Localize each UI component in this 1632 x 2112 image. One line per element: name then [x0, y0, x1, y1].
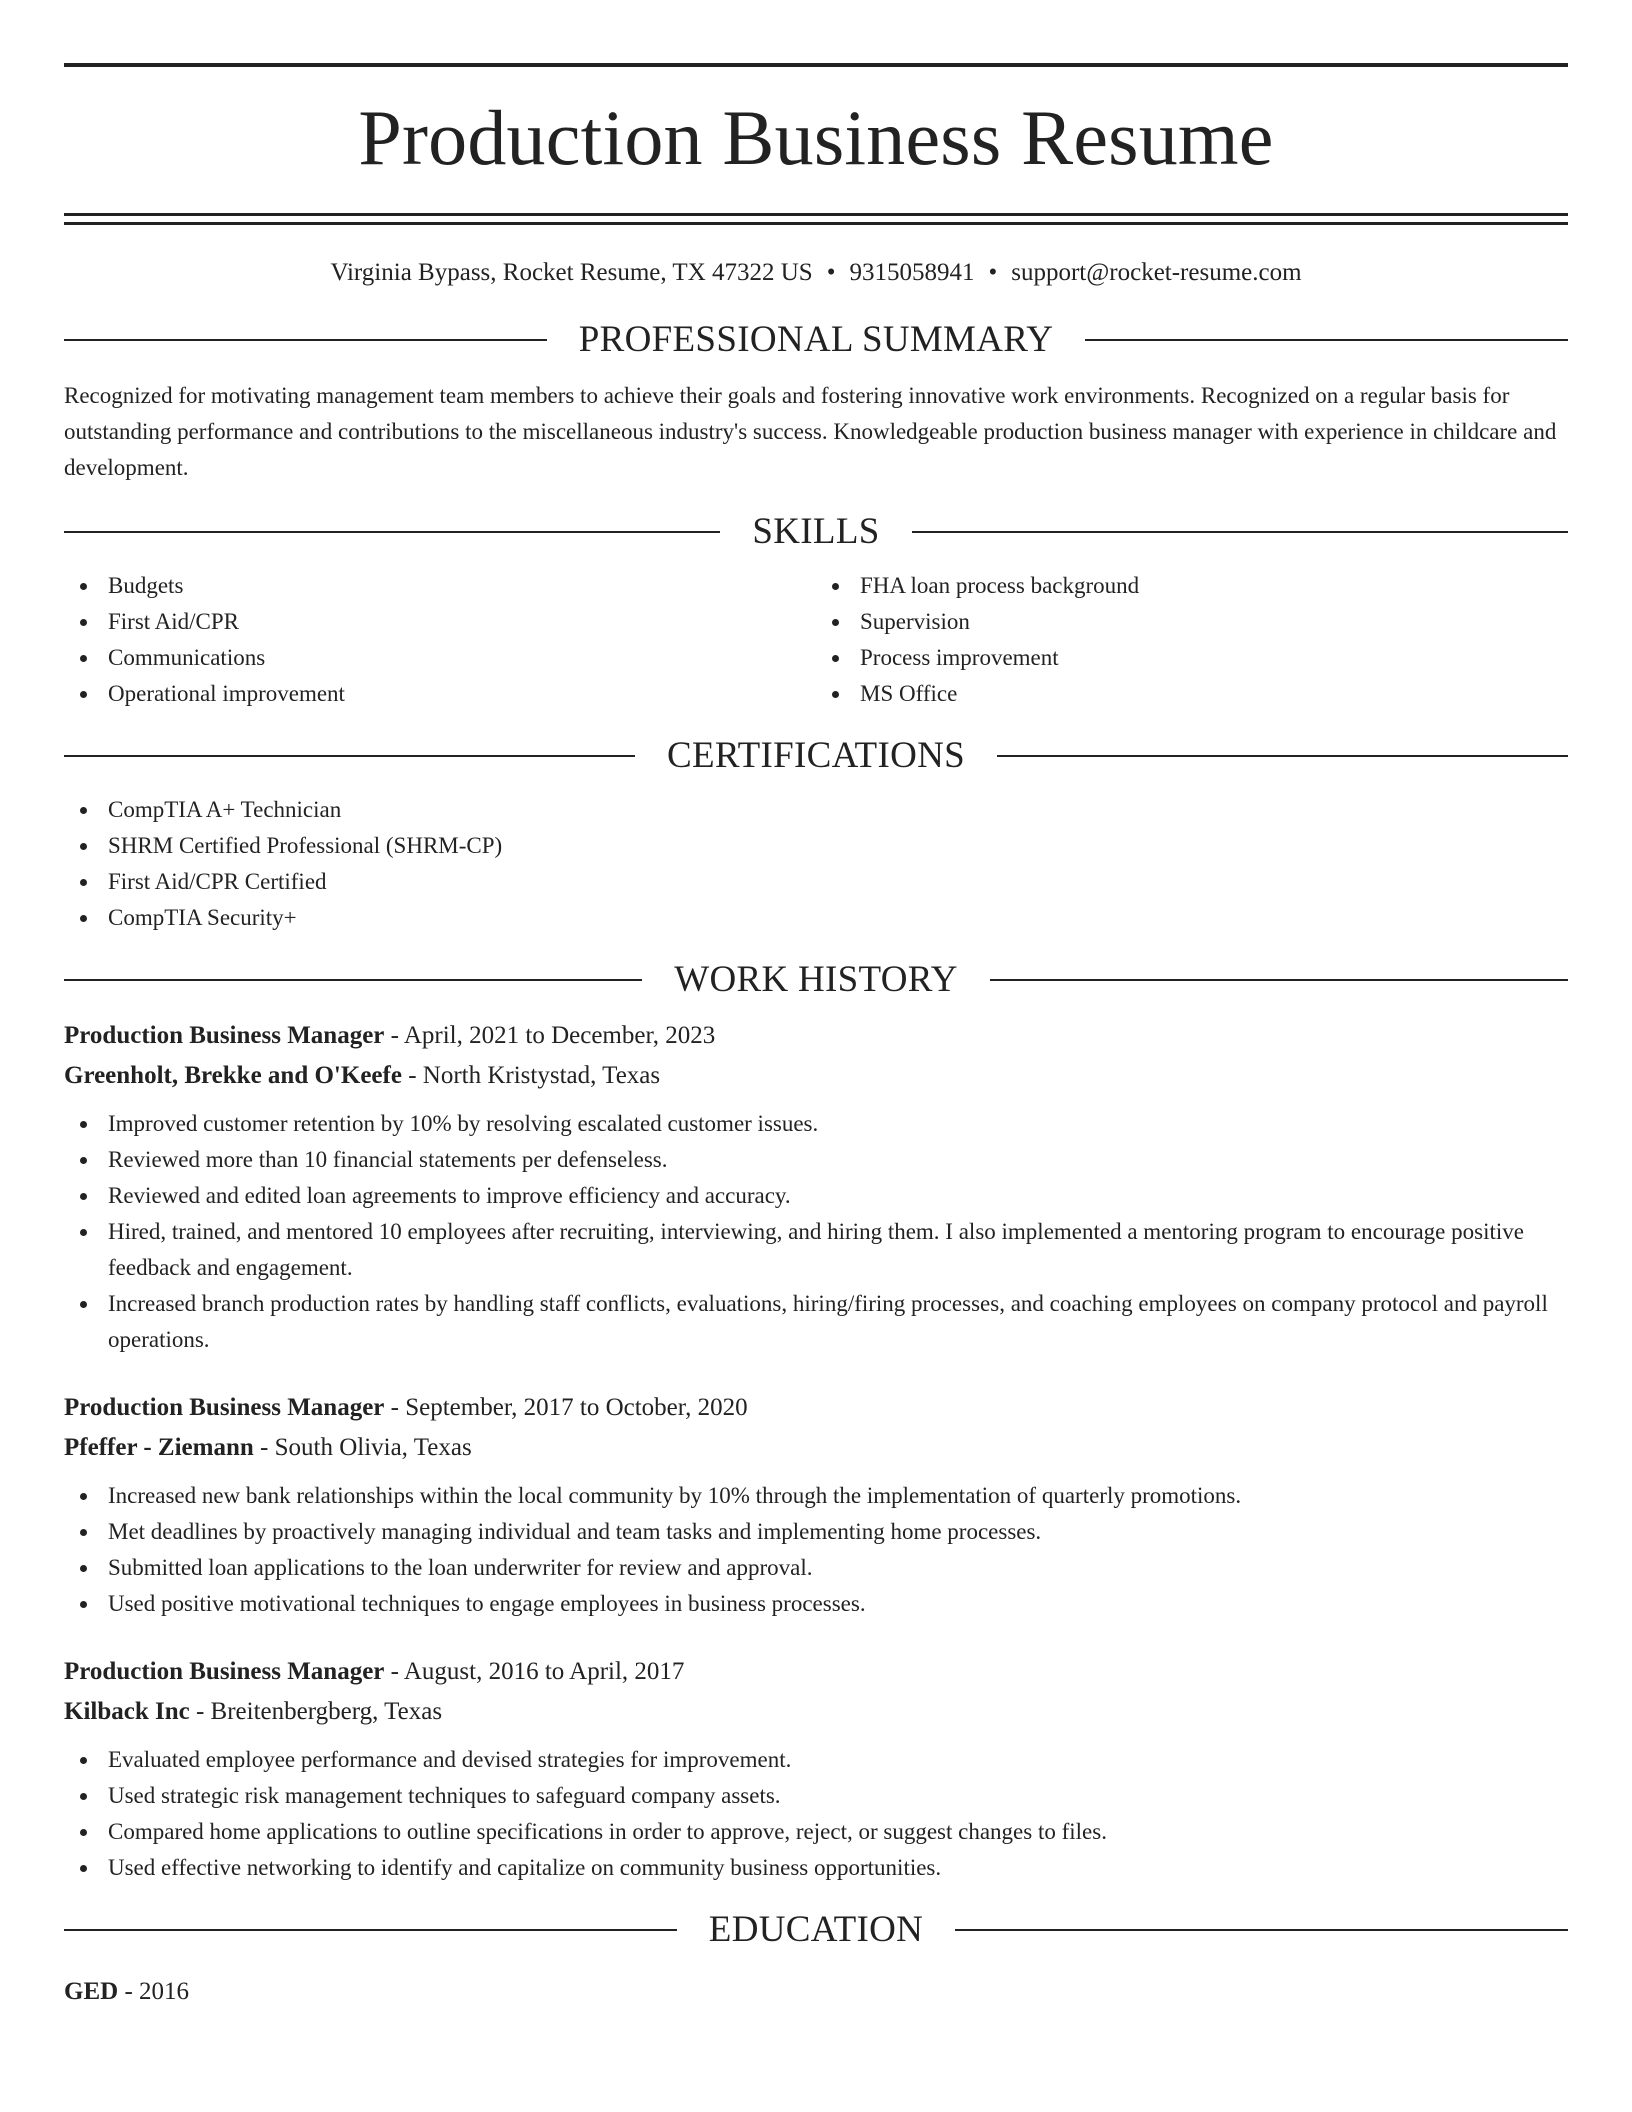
contact-email: support@rocket-resume.com: [1011, 259, 1302, 286]
job-location: - South Olivia, Texas: [253, 1434, 472, 1461]
job-bullet: Hired, trained, and mentored 10 employees after recruiting, interviewing, and hiring them. I also implemented a mentoring program to encourage positive feedback and engagement.: [64, 1214, 1568, 1286]
job-bullet: Compared home applications to outline specifications in order to approve, reject, or suggest changes to files.: [64, 1814, 1568, 1850]
job-company: Pfeffer - Ziemann: [64, 1434, 254, 1461]
job-bullet: Increased branch production rates by handling staff conflicts, evaluations, hiring/firing processes, and coaching employees on company protocol and payroll operations.: [64, 1286, 1568, 1358]
heading-rule: [64, 1929, 677, 1931]
job-location: - North Kristystad, Texas: [401, 1062, 661, 1089]
heading-rule: [64, 339, 547, 341]
job-bullet: Submitted loan applications to the loan underwriter for review and approval.: [64, 1550, 1568, 1586]
work-history-section-heading: [64, 958, 1568, 1002]
heading-rule: [912, 531, 1568, 533]
job-company-line: [64, 1692, 1568, 1732]
contact-separator: •: [988, 259, 998, 286]
certification-item: SHRM Certified Professional (SHRM-CP): [64, 828, 1568, 864]
skill-item: MS Office: [816, 676, 1568, 712]
skills-section-heading: [64, 510, 1568, 554]
resume-content: [64, 0, 1568, 2012]
heading-rule: [64, 755, 635, 757]
job-entry: [64, 1388, 1568, 1622]
job-company-line: [64, 1056, 1568, 1096]
job-location: - Breitenbergberg, Texas: [189, 1698, 443, 1725]
heading-rule: [997, 755, 1568, 757]
job-title-line: [64, 1016, 1568, 1056]
certification-item: CompTIA A+ Technician: [64, 792, 1568, 828]
heading-rule: [64, 979, 642, 981]
certifications-list: [64, 792, 1568, 936]
work-history-heading-text: WORK HISTORY: [674, 959, 958, 1000]
education-section-heading: [64, 1908, 1568, 1952]
job-title: Production Business Manager: [64, 1658, 385, 1685]
job-dates: - September, 2017 to October, 2020: [384, 1394, 748, 1421]
skills-heading-text: SKILLS: [752, 511, 880, 552]
skill-item: Budgets: [64, 568, 816, 604]
education-degree: GED: [64, 1978, 119, 2005]
job-bullet: Used effective networking to identify and capitalize on community business opportunities.: [64, 1850, 1568, 1886]
certifications-heading-text: CERTIFICATIONS: [667, 735, 965, 776]
job-bullet: Met deadlines by proactively managing individual and team tasks and implementing home processes.: [64, 1514, 1568, 1550]
certification-item: CompTIA Security+: [64, 900, 1568, 936]
job-bullets: [64, 1478, 1568, 1622]
job-bullet: Used positive motivational techniques to engage employees in business processes.: [64, 1586, 1568, 1622]
skills-list-right: [816, 568, 1568, 712]
job-company-line: [64, 1428, 1568, 1468]
skill-item: Communications: [64, 640, 816, 676]
job-bullets: [64, 1106, 1568, 1358]
double-rule: [64, 213, 1568, 225]
contact-phone: 9315058941: [849, 259, 975, 286]
resume-title: Production Business Resume: [358, 94, 1274, 181]
heading-rule: [64, 531, 720, 533]
skill-item: Process improvement: [816, 640, 1568, 676]
heading-rule: [990, 979, 1568, 981]
skill-item: First Aid/CPR: [64, 604, 816, 640]
heading-rule: [955, 1929, 1568, 1931]
job-bullet: Used strategic risk management techniques to safeguard company assets.: [64, 1778, 1568, 1814]
contact-line: [64, 258, 1568, 288]
job-title: Production Business Manager: [64, 1022, 385, 1049]
job-title: Production Business Manager: [64, 1394, 385, 1421]
certification-item: First Aid/CPR Certified: [64, 864, 1568, 900]
contact-separator: •: [826, 259, 836, 286]
skill-item: Supervision: [816, 604, 1568, 640]
job-bullets: [64, 1742, 1568, 1886]
skill-item: Operational improvement: [64, 676, 816, 712]
summary-section-heading: [64, 318, 1568, 362]
job-dates: - April, 2021 to December, 2023: [384, 1022, 716, 1049]
contact-address: Virginia Bypass, Rocket Resume, TX 47322 US: [330, 259, 813, 286]
skill-item: FHA loan process background: [816, 568, 1568, 604]
job-company: Greenholt, Brekke and O'Keefe: [64, 1062, 402, 1089]
job-entry: [64, 1016, 1568, 1358]
job-entry: [64, 1652, 1568, 1886]
job-bullet: Reviewed more than 10 financial statements per defenseless.: [64, 1142, 1568, 1178]
skills-list-left: [64, 568, 816, 712]
job-bullet: Improved customer retention by 10% by resolving escalated customer issues.: [64, 1106, 1568, 1142]
heading-rule: [1085, 339, 1568, 341]
job-title-line: [64, 1652, 1568, 1692]
job-company: Kilback Inc: [64, 1698, 190, 1725]
job-bullet: Evaluated employee performance and devised strategies for improvement.: [64, 1742, 1568, 1778]
certifications-section-heading: [64, 734, 1568, 778]
education-year: - 2016: [118, 1978, 190, 2005]
education-heading-text: EDUCATION: [708, 1909, 924, 1950]
top-rule: [64, 63, 1568, 67]
skills-grid: [64, 568, 1568, 712]
job-bullet: Increased new bank relationships within the local community by 10% through the implementation of quarterly promotions.: [64, 1478, 1568, 1514]
job-dates: - August, 2016 to April, 2017: [384, 1658, 685, 1685]
job-bullet: Reviewed and edited loan agreements to improve efficiency and accuracy.: [64, 1178, 1568, 1214]
job-title-line: [64, 1388, 1568, 1428]
summary-heading-text: PROFESSIONAL SUMMARY: [578, 319, 1054, 360]
education-entry: [64, 1972, 1568, 2012]
summary-text: Recognized for motivating management team members to achieve their goals and fostering innovative work environments. Recognized on a regular basis for outstanding performance and contributions to the miscellaneous industry's success. Knowledgeable production business manager with experience in childcare and development.: [64, 383, 1557, 480]
